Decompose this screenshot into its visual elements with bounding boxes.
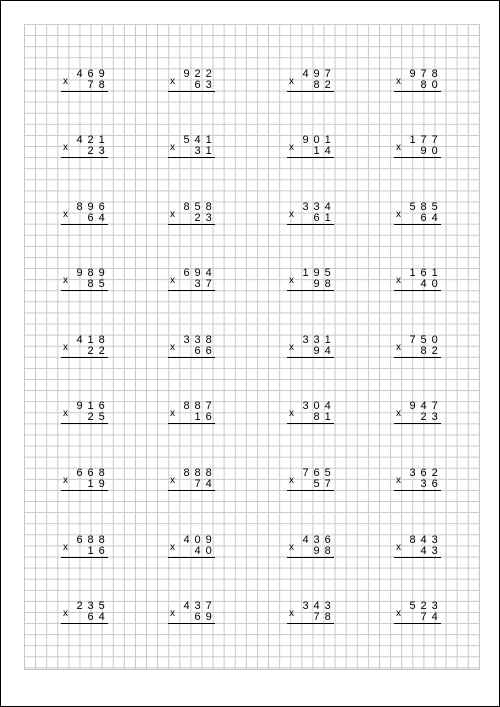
bottom-number-digit: 9 [313,278,320,291]
bottom-number-digit: 8 [324,545,331,558]
top-number-digit: 8 [194,467,201,479]
problem-area [1,1,499,706]
multiply-sign: x [170,608,175,619]
top-number-digit: 4 [420,400,427,412]
bottom-number-digit: 8 [420,345,427,358]
bottom-number-digit: 1 [324,212,331,225]
multiplication-problem [170,601,230,635]
top-number-digit: 4 [302,68,309,80]
top-number-digit: 2 [194,68,201,80]
bottom-number-digit: 8 [324,278,331,291]
top-number-digit: 4 [76,334,83,346]
answer-line [287,224,334,225]
answer-line [287,357,334,358]
multiplication-problem [63,401,123,435]
answer-line [61,557,108,558]
multiplication-problem [63,468,123,502]
top-number-digit: 4 [194,134,201,146]
bottom-number-digit: 4 [194,545,201,558]
multiplication-problem [396,601,456,635]
multiplication-problem [63,268,123,302]
top-number-digit: 4 [76,134,83,146]
top-number-digit: 4 [183,534,190,546]
top-number-digit: 9 [98,267,105,279]
multiplication-problem [170,135,230,169]
multiply-sign: x [170,342,175,353]
top-number-digit: 6 [87,68,94,80]
multiplication-problem [63,69,123,103]
top-number-digit: 4 [420,534,427,546]
bottom-number-digit: 7 [313,611,320,624]
multiply-sign: x [396,142,401,153]
top-number-digit: 3 [313,534,320,546]
top-number-digit: 2 [76,600,83,612]
bottom-number-digit: 5 [98,411,105,424]
bottom-number-digit: 0 [205,545,212,558]
multiply-sign: x [289,275,294,286]
answer-line [168,423,215,424]
top-number-digit: 1 [324,334,331,346]
top-number-digit: 8 [420,201,427,213]
multiplication-problem [289,268,349,302]
multiply-sign: x [396,209,401,220]
multiply-sign: x [289,142,294,153]
answer-line [61,423,108,424]
bottom-number-digit: 2 [87,411,94,424]
multiply-sign: x [396,475,401,486]
multiply-sign: x [63,608,68,619]
answer-line [287,423,334,424]
bottom-number-digit: 2 [324,79,331,92]
bottom-number-digit: 4 [98,212,105,225]
top-number-digit: 9 [313,68,320,80]
multiply-sign: x [63,142,68,153]
multiplication-problem [396,535,456,569]
multiply-sign: x [396,275,401,286]
bottom-number-digit: 9 [205,611,212,624]
bottom-number-digit: 4 [420,545,427,558]
top-number-digit: 8 [205,334,212,346]
top-number-digit: 5 [420,334,427,346]
top-number-digit: 8 [87,534,94,546]
bottom-number-digit: 4 [431,212,438,225]
bottom-number-digit: 9 [420,145,427,158]
bottom-number-digit: 4 [420,278,427,291]
bottom-number-digit: 2 [420,411,427,424]
bottom-number-digit: 7 [205,278,212,291]
top-number-digit: 5 [324,467,331,479]
top-number-digit: 7 [431,134,438,146]
top-number-digit: 5 [409,600,416,612]
multiply-sign: x [63,275,68,286]
top-number-digit: 1 [98,134,105,146]
top-number-digit: 6 [313,467,320,479]
top-number-digit: 9 [409,68,416,80]
multiplication-problem [63,335,123,369]
multiplication-problem [289,135,349,169]
bottom-number-digit: 0 [431,278,438,291]
answer-line [168,290,215,291]
top-number-digit: 1 [87,334,94,346]
bottom-number-digit: 8 [420,79,427,92]
top-number-digit: 6 [324,534,331,546]
top-number-digit: 8 [183,467,190,479]
answer-line [168,91,215,92]
top-number-digit: 4 [324,201,331,213]
top-number-digit: 9 [76,267,83,279]
top-number-digit: 1 [324,134,331,146]
answer-line [61,224,108,225]
answer-line [61,290,108,291]
top-number-digit: 3 [302,600,309,612]
multiply-sign: x [170,76,175,87]
answer-line [61,157,108,158]
top-number-digit: 7 [324,68,331,80]
top-number-digit: 3 [183,334,190,346]
bottom-number-digit: 9 [313,345,320,358]
bottom-number-digit: 6 [194,345,201,358]
bottom-number-digit: 2 [87,345,94,358]
bottom-number-digit: 4 [324,345,331,358]
multiplication-problem [289,69,349,103]
multiplication-problem [289,335,349,369]
multiplication-problem [170,535,230,569]
bottom-number-digit: 8 [324,611,331,624]
bottom-number-digit: 3 [205,212,212,225]
multiplication-problem [63,135,123,169]
bottom-number-digit: 4 [98,611,105,624]
bottom-number-digit: 3 [205,79,212,92]
top-number-digit: 7 [409,334,416,346]
bottom-number-digit: 2 [87,145,94,158]
bottom-number-digit: 8 [313,411,320,424]
answer-line [168,557,215,558]
bottom-number-digit: 8 [87,278,94,291]
top-number-digit: 9 [98,68,105,80]
top-number-digit: 9 [76,400,83,412]
answer-line [394,290,441,291]
multiplication-problem [289,468,349,502]
top-number-digit: 7 [302,467,309,479]
top-number-digit: 1 [87,400,94,412]
top-number-digit: 4 [76,68,83,80]
multiplication-problem [170,69,230,103]
top-number-digit: 7 [431,400,438,412]
answer-line [61,357,108,358]
multiply-sign: x [170,275,175,286]
multiply-sign: x [396,408,401,419]
bottom-number-digit: 1 [194,411,201,424]
multiplication-problem [396,335,456,369]
top-number-digit: 8 [205,201,212,213]
top-number-digit: 3 [194,600,201,612]
top-number-digit: 6 [420,467,427,479]
bottom-number-digit: 3 [420,478,427,491]
bottom-number-digit: 2 [431,345,438,358]
multiply-sign: x [396,76,401,87]
answer-line [168,623,215,624]
answer-line [394,423,441,424]
bottom-number-digit: 5 [98,278,105,291]
multiplication-problem [289,535,349,569]
top-number-digit: 3 [302,201,309,213]
top-number-digit: 8 [205,467,212,479]
bottom-number-digit: 6 [194,79,201,92]
top-number-digit: 6 [76,467,83,479]
multiply-sign: x [170,209,175,220]
top-number-digit: 2 [205,68,212,80]
top-number-digit: 7 [205,600,212,612]
top-number-digit: 9 [194,267,201,279]
top-number-digit: 2 [431,467,438,479]
top-number-digit: 9 [409,400,416,412]
bottom-number-digit: 4 [205,478,212,491]
bottom-number-digit: 5 [313,478,320,491]
multiplication-problem [396,202,456,236]
top-number-digit: 8 [98,534,105,546]
top-number-digit: 4 [302,534,309,546]
multiplication-problem [289,202,349,236]
bottom-number-digit: 6 [420,212,427,225]
top-number-digit: 3 [431,600,438,612]
answer-line [168,490,215,491]
top-number-digit: 3 [409,467,416,479]
multiply-sign: x [289,76,294,87]
bottom-number-digit: 8 [98,79,105,92]
multiplication-problem [289,601,349,635]
multiplication-problem [396,401,456,435]
answer-line [394,157,441,158]
answer-line [287,157,334,158]
bottom-number-digit: 1 [87,545,94,558]
answer-line [287,290,334,291]
multiply-sign: x [396,342,401,353]
top-number-digit: 4 [324,400,331,412]
answer-line [287,91,334,92]
bottom-number-digit: 6 [313,212,320,225]
bottom-number-digit: 1 [87,478,94,491]
answer-line [287,623,334,624]
top-number-digit: 5 [98,600,105,612]
top-number-digit: 7 [420,68,427,80]
top-number-digit: 6 [183,267,190,279]
answer-line [287,490,334,491]
multiply-sign: x [63,342,68,353]
bottom-number-digit: 7 [324,478,331,491]
multiply-sign: x [63,408,68,419]
answer-line [394,490,441,491]
top-number-digit: 1 [431,267,438,279]
top-number-digit: 8 [183,201,190,213]
top-number-digit: 8 [183,400,190,412]
top-number-digit: 8 [98,334,105,346]
top-number-digit: 4 [313,600,320,612]
multiplication-problem [396,69,456,103]
top-number-digit: 6 [98,400,105,412]
answer-line [394,224,441,225]
bottom-number-digit: 7 [194,478,201,491]
multiplication-problem [396,135,456,169]
bottom-number-digit: 6 [87,611,94,624]
multiplication-problem [170,268,230,302]
top-number-digit: 7 [205,400,212,412]
bottom-number-digit: 6 [194,611,201,624]
answer-line [394,357,441,358]
multiply-sign: x [289,608,294,619]
top-number-digit: 3 [313,201,320,213]
bottom-number-digit: 3 [431,545,438,558]
bottom-number-digit: 3 [194,278,201,291]
bottom-number-digit: 4 [431,611,438,624]
multiply-sign: x [63,475,68,486]
bottom-number-digit: 9 [98,478,105,491]
answer-line [394,623,441,624]
bottom-number-digit: 6 [205,345,212,358]
multiplication-problem [289,401,349,435]
top-number-digit: 4 [205,267,212,279]
top-number-digit: 6 [76,534,83,546]
multiply-sign: x [63,209,68,220]
multiplication-problem [396,468,456,502]
multiply-sign: x [289,342,294,353]
multiply-sign: x [289,475,294,486]
top-number-digit: 5 [194,201,201,213]
answer-line [287,557,334,558]
bottom-number-digit: 4 [324,145,331,158]
top-number-digit: 8 [98,467,105,479]
top-number-digit: 2 [420,600,427,612]
top-number-digit: 6 [87,467,94,479]
multiply-sign: x [396,608,401,619]
bottom-number-digit: 6 [87,212,94,225]
top-number-digit: 0 [313,134,320,146]
bottom-number-digit: 1 [324,411,331,424]
multiply-sign: x [170,408,175,419]
bottom-number-digit: 0 [431,145,438,158]
top-number-digit: 1 [302,267,309,279]
answer-line [61,490,108,491]
top-number-digit: 8 [194,400,201,412]
top-number-digit: 5 [183,134,190,146]
top-number-digit: 1 [409,267,416,279]
bottom-number-digit: 2 [194,212,201,225]
multiplication-problem [170,401,230,435]
top-number-digit: 9 [302,134,309,146]
multiply-sign: x [289,209,294,220]
bottom-number-digit: 8 [313,79,320,92]
top-number-digit: 5 [409,201,416,213]
bottom-number-digit: 2 [98,345,105,358]
top-number-digit: 0 [431,334,438,346]
multiplication-problem [396,268,456,302]
multiplication-problem [63,601,123,635]
multiplication-problem [170,335,230,369]
top-number-digit: 9 [183,68,190,80]
answer-line [168,224,215,225]
answer-line [168,357,215,358]
bottom-number-digit: 7 [420,611,427,624]
top-number-digit: 6 [98,201,105,213]
top-number-digit: 9 [313,267,320,279]
multiply-sign: x [396,542,401,553]
top-number-digit: 8 [409,534,416,546]
top-number-digit: 3 [194,334,201,346]
top-number-digit: 5 [324,267,331,279]
top-number-digit: 0 [194,534,201,546]
multiplication-problem [170,202,230,236]
bottom-number-digit: 1 [313,145,320,158]
bottom-number-digit: 9 [313,545,320,558]
bottom-number-digit: 1 [205,145,212,158]
top-number-digit: 3 [302,400,309,412]
multiplication-problem [63,535,123,569]
multiplication-problem [63,202,123,236]
top-number-digit: 9 [205,534,212,546]
multiply-sign: x [170,475,175,486]
top-number-digit: 3 [324,600,331,612]
top-number-digit: 2 [87,134,94,146]
top-number-digit: 8 [76,201,83,213]
multiplication-problem [170,468,230,502]
bottom-number-digit: 3 [98,145,105,158]
bottom-number-digit: 0 [431,79,438,92]
bottom-number-digit: 6 [98,545,105,558]
top-number-digit: 5 [431,201,438,213]
bottom-number-digit: 6 [205,411,212,424]
bottom-number-digit: 7 [87,79,94,92]
bottom-number-digit: 3 [431,411,438,424]
top-number-digit: 8 [87,267,94,279]
answer-line [394,557,441,558]
answer-line [61,91,108,92]
multiply-sign: x [289,408,294,419]
multiply-sign: x [63,76,68,87]
multiply-sign: x [170,142,175,153]
answer-line [394,91,441,92]
top-number-digit: 9 [87,201,94,213]
multiply-sign: x [289,542,294,553]
answer-line [61,623,108,624]
top-number-digit: 1 [205,134,212,146]
top-number-digit: 3 [431,534,438,546]
top-number-digit: 6 [420,267,427,279]
top-number-digit: 3 [313,334,320,346]
top-number-digit: 4 [183,600,190,612]
top-number-digit: 7 [420,134,427,146]
top-number-digit: 1 [409,134,416,146]
answer-line [168,157,215,158]
top-number-digit: 0 [313,400,320,412]
top-number-digit: 3 [302,334,309,346]
multiply-sign: x [63,542,68,553]
top-number-digit: 3 [87,600,94,612]
top-number-digit: 8 [431,68,438,80]
bottom-number-digit: 6 [431,478,438,491]
multiply-sign: x [170,542,175,553]
bottom-number-digit: 3 [194,145,201,158]
